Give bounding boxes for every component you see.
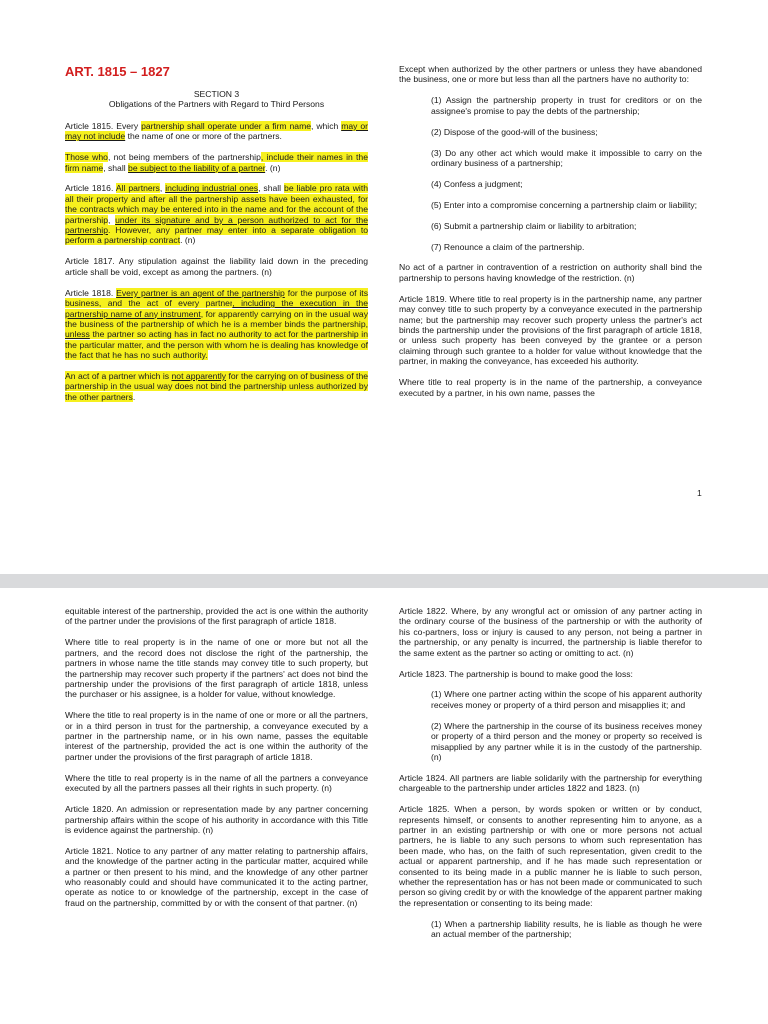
paragraph: Where title to real property is in the name of one or more but not all the partners, and the record does not disclose the right of the partnership, the partners in whose name the title stands may convey title to such property, but the partnership may recover such property if the partners' act does not bind the partnership under the provisions of the first paragraph of article 1818, unless the purchaser or his assignee, is a holder for value, without knowledge. (65, 637, 368, 700)
article-1821-para: Article 1821. Notice to any partner of any matter relating to partnership affairs, and the knowledge of the partner acting in the particular matter, acquired while a partner or then present to his mind, and the knowledge of any other partner who reasonably could and should have communicated it to the acting partner, operate as notice to or knowledge of the partnership, except in the case of fraud on the partnership, committed by or with the consent of that partner. (n) (65, 845, 368, 908)
article-1819-para-2: Where title to real property is in the name of the partnership, a conveyance executed by a partner, in his own name, passes the (399, 377, 702, 398)
page-gap (0, 574, 768, 588)
section-header (65, 89, 368, 110)
paragraph: equitable interest of the partnership, provided the act is one within the authority of the partner under the provisions of the first paragraph of article 1818. (65, 606, 368, 627)
list-item: (7) Renounce a claim of the partnership. (431, 241, 585, 252)
authority-intro: Except when authorized by the other partners or unless they have abandoned the business, one or more but less than all the partners have no authority to: (399, 64, 702, 85)
article-1820-para: Article 1820. An admission or representation made by any partner concerning partnership affairs within the scope of his authority in accordance with this Title is evidence against the partnership. (n) (65, 804, 368, 835)
list-item: (1) Where one partner acting within the scope of his apparent authority receives money or property of a third person and misapplies it; and (431, 689, 702, 710)
list-item: (2) Where the partnership in the course of its business receives money or property of a third person and the money or property so received is misapplied by any partner while it is in the custody of the partnership. (n) (431, 720, 702, 762)
section-number: SECTION 3 (193, 89, 240, 99)
section-title: Obligations of the Partners with Regard to Third Persons (108, 99, 325, 110)
list-item: (1) Assign the partnership property in trust for creditors or on the assignee's promise to pay the debts of the partnership; (431, 95, 702, 116)
article-1818-para-2: An act of a partner which is not apparently for the carrying on of business of the partnership in the usual way does not bind the partnership unless authorized by the other partners. (65, 371, 368, 402)
page1-left-column (65, 64, 368, 413)
list-item: (6) Submit a partnership claim or liability to arbitration; (431, 220, 637, 231)
page1-right-column (399, 64, 702, 408)
page-number: 1 (697, 488, 702, 498)
article-1822-para: Article 1822. Where, by any wrongful act or omission of any partner acting in the ordinary course of the business of the partnership or with the authority of his co-partners, loss or injury is caused to any person, not being a partner in the partnership, or any penalty is incurred, the partnership is liable therefor to the same extent as the partner so acting or omitting to act. (n) (399, 606, 702, 658)
article-1824-para: Article 1824. All partners are liable solidarily with the partnership for everything chargeable to the partnership under articles 1822 and 1823. (n) (399, 772, 702, 794)
page2-right-column (399, 606, 702, 950)
page2-left-column (65, 606, 368, 919)
article-range-heading: ART. 1815 – 1827 (65, 64, 170, 79)
list-item: (3) Do any other act which would make it impossible to carry on the ordinary business of a partnership; (431, 147, 702, 168)
no-act-para: No act of a partner in contravention of a restriction on authority shall bind the partnership to persons having knowledge of the restriction. (n) (399, 262, 702, 283)
article-1825-para: Article 1825. When a person, by words spoken or written or by conduct, represents himself, or consents to another representing him to anyone, as a partner in an existing partnership or with one or more persons not actual partners, he is liable to any such persons to whom such representation has been made, who has, on the faith of such representation, given credit to the actual or apparent partnership, and if he has made such representation or consented to its being made in a public manner he is liable to such person, whether the representation has or has not been made or communicated to such person so giving credit by or with the knowledge of the apparent partner making the representation or consenting to its being made: (399, 804, 702, 908)
list-item: (2) Dispose of the good-will of the business; (431, 126, 598, 137)
article-1817-para: Article 1817. Any stipulation against the liability laid down in the preceding article shall be void, except as among the partners. (n) (65, 256, 368, 277)
article-1815-para: Article 1815. Every partnership shall operate under a firm name, which may or may not include the name of one or more of the partners. (65, 120, 369, 142)
list-item: (5) Enter into a compromise concerning a partnership claim or liability; (431, 199, 698, 210)
article-1823-para: Article 1823. The partnership is bound to make good the loss: (399, 668, 633, 679)
article-1816-para: Article 1816. All partners, including industrial ones, shall be liable pro rata with all their property and after all the partnership assets have been exhausted, for the contracts which may be entered into in the name and for the account of the partnership, under its signature and by a person authorized to act for the partnership. However, any partner may enter into a separate obligation to perform a partnership contract. (n) (65, 183, 368, 246)
paragraph: Where the title to real property is in the name of all the partners a conveyance executed by all the partners passes all their rights in such property. (n) (65, 772, 368, 794)
paragraph: Where the title to real property is in the name of one or more or all the partners, or in a third person in trust for the partnership, a conveyance executed by a partner in the partnership name, or in his own name, passes the equitable interest of the partnership, provided the act is one within the authority of the partner under the provisions of the first paragraph of article 1818. (65, 710, 368, 762)
article-1818-para: Article 1818. Every partner is an agent of the partnership for the purpose of its business, and the act of every partner, including the execution in the partnership name of any instrument, for apparently carrying on in the usual way the business of the partnership of which he is a member binds the partnership, unless the partner so acting has in fact no authority to act for the partnership in the particular matter, and the person with whom he is dealing has knowledge of the fact that he has no such authority. (65, 287, 368, 361)
list-item: (1) When a partnership liability results, he is liable as though he were an actual member of the partnership; (431, 918, 702, 940)
list-item: (4) Confess a judgment; (431, 178, 523, 189)
article-1819-para: Article 1819. Where title to real property is in the partnership name, any partner may convey title to such property by a conveyance executed in the partnership name; but the partnership may recover such property unless the partner's act binds the partnership under the provisions of the first paragraph of article 1818, or unless such property has been conveyed by the grantee or a person claiming through such grantee to a holder for value without knowledge that the partner, in making the conveyance, has exceeded his authority. (399, 293, 702, 367)
article-1815-para-2: Those who, not being members of the partnership, include their names in the firm name, shall be subject to the liability of a partner. (n) (65, 152, 368, 173)
